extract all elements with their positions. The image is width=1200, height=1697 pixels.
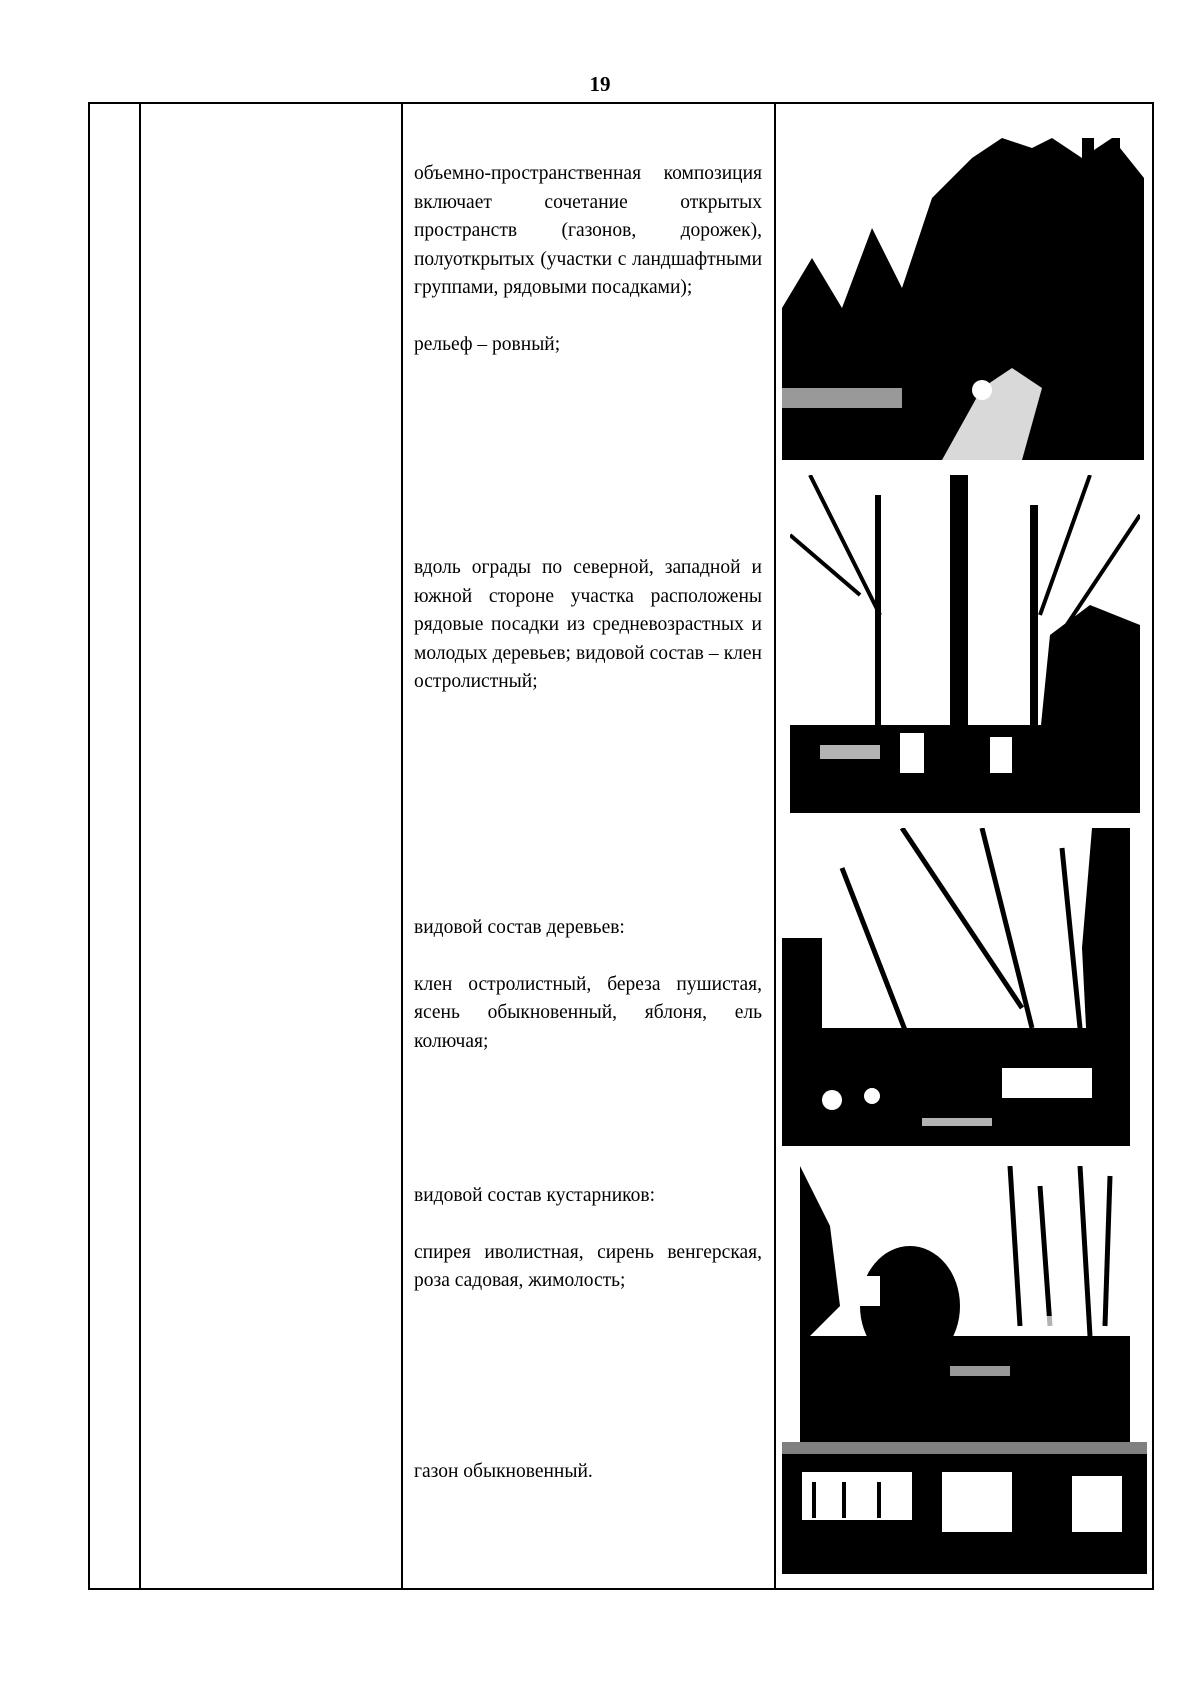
description-composition	[414, 160, 762, 359]
column-divider	[401, 102, 403, 1590]
paragraph-composition: объемно-пространственная композиция включает сочетание открытых пространств (газонов, дорожек), полуоткрытых (участки с ландшафтными группами, рядовыми посадками);	[414, 163, 762, 298]
paragraph-lawn: газон обыкновенный.	[414, 1461, 593, 1482]
photo-fence-trees	[790, 475, 1140, 813]
description-lawn	[414, 1458, 762, 1487]
paragraph-shrubs-heading: видовой состав кустарников:	[414, 1185, 655, 1206]
paragraph-trees-list: клен остролистный, береза пушистая, ясень обыкновенный, яблоня, ель колючая;	[414, 973, 762, 1052]
page-number: 19	[589, 72, 611, 96]
paragraph-trees-heading: видовой состав деревьев:	[414, 917, 625, 938]
column-divider	[139, 102, 141, 1590]
description-trees	[414, 914, 762, 1056]
paragraph-relief: рельеф – ровный;	[414, 333, 561, 355]
description-row-plantings	[414, 554, 762, 697]
paragraph-shrubs-list: спирея иволистная, сирень венгерская, роза садовая, жимолость;	[414, 1241, 762, 1291]
photo-species-trees	[782, 828, 1130, 1146]
paragraph-row-plantings: вдоль ограды по северной, западной и южной стороне участка расположены рядовые посадки из средневозрастных и молодых деревьев; видовой состав – клен остролистный;	[414, 557, 762, 692]
photo-species-shrubs	[800, 1166, 1130, 1442]
column-divider	[774, 102, 776, 1590]
description-shrubs	[414, 1182, 762, 1296]
photo-lawn	[782, 1442, 1147, 1574]
photo-park-path	[782, 138, 1144, 460]
